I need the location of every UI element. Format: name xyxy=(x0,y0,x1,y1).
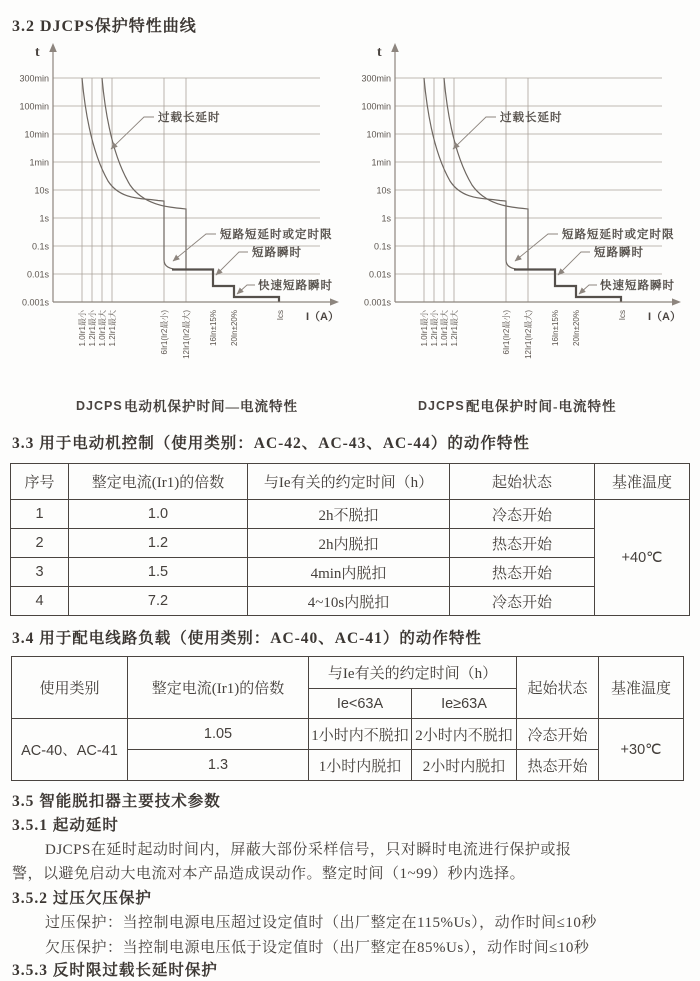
table-cell: 1 xyxy=(11,500,69,529)
section-heading-3-5-3: 3.5.3 反时限过载长延时保护 xyxy=(12,962,218,979)
overvoltage-line: 过压保护：当控制电源电压超过设定值时（出厂整定在115%Us），动作时间≤10秒 xyxy=(45,915,597,931)
chart-caption xyxy=(418,398,617,414)
paragraph-line: DJCPS在延时起动时间内，屏蔽大部份采样信号，只对瞬时电流进行保护或报 xyxy=(45,842,572,858)
svg-text:短路短延时或定时限: 短路短延时或定时限 xyxy=(562,229,675,241)
table-cell: 2h内脱扣 xyxy=(248,529,450,558)
table-cell: 热态开始 xyxy=(450,558,595,587)
leader-short-delay xyxy=(173,234,216,261)
caption-brand: DJCPS xyxy=(76,399,123,413)
chart-distribution-protection xyxy=(350,38,692,423)
usage-category-cell: AC-40、AC-41 xyxy=(12,719,128,781)
header-cell: 序号 xyxy=(11,464,69,500)
svg-text:300min: 300min xyxy=(19,73,49,84)
table-header-row xyxy=(11,464,690,500)
section-heading-3-5-1: 3.5.1 起动延时 xyxy=(12,817,119,834)
svg-text:快速短路瞬时: 快速短路瞬时 xyxy=(600,280,675,292)
svg-text:1.2Ir1最小: 1.2Ir1最小 xyxy=(430,310,439,347)
undervoltage-line: 欠压保护：当控制电源电压低于设定值时（出厂整定在85%Us），动作时间≤10秒 xyxy=(45,940,590,956)
svg-text:1.2Ir1最大: 1.2Ir1最大 xyxy=(108,310,117,347)
table-row xyxy=(11,587,690,616)
leader-instantaneous xyxy=(558,252,590,275)
table-cell: 1.5 xyxy=(69,558,248,587)
leader-instantaneous xyxy=(216,252,248,275)
table-cell: 2 xyxy=(11,529,69,558)
svg-text:6Ir1(Ir2最小): 6Ir1(Ir2最小) xyxy=(502,310,511,355)
header-cell: Ie<63A xyxy=(309,689,412,719)
svg-text:短路瞬时: 短路瞬时 xyxy=(252,247,302,259)
svg-text:100min: 100min xyxy=(19,101,49,112)
svg-text:0.1s: 0.1s xyxy=(373,241,391,252)
svg-text:1min: 1min xyxy=(29,157,49,168)
section-heading-3-5-2: 3.5.2 过压欠压保护 xyxy=(12,890,152,907)
table-cell: 2小时内不脱扣 xyxy=(412,719,517,750)
header-cell: 起始状态 xyxy=(450,464,595,500)
svg-text:1.0Ir1最大: 1.0Ir1最大 xyxy=(440,310,449,347)
svg-text:短路瞬时: 短路瞬时 xyxy=(594,247,644,259)
y-tick-labels xyxy=(19,74,49,308)
table-cell: 热态开始 xyxy=(517,750,599,781)
x-tick-labels xyxy=(77,309,285,359)
leader-fast-instantaneous xyxy=(237,285,255,294)
ics-label: Ics xyxy=(276,310,285,321)
y-axis-arrow-icon xyxy=(391,43,399,52)
x-tick-labels xyxy=(419,309,627,359)
svg-text:12Ir1(Ir2最大): 12Ir1(Ir2最大) xyxy=(524,310,533,359)
table-row xyxy=(12,719,684,750)
overload-curve-lower xyxy=(82,78,186,270)
distribution-action-table xyxy=(11,656,684,781)
header-cell: 整定电流(Ir1)的倍数 xyxy=(69,464,248,500)
table-cell: 1.2 xyxy=(69,529,248,558)
leader-short-delay xyxy=(515,234,558,261)
svg-text:16In±15%: 16In±15% xyxy=(209,310,218,346)
table-row xyxy=(11,558,690,587)
caption-title: 配电保护时间-电流特性 xyxy=(466,399,617,414)
svg-text:0.1s: 0.1s xyxy=(31,241,49,252)
svg-text:10s: 10s xyxy=(376,185,391,196)
table-cell: 1.05 xyxy=(128,719,309,750)
header-cell: 整定电流(Ir1)的倍数 xyxy=(128,657,309,719)
svg-text:短路短延时或定时限: 短路短延时或定时限 xyxy=(220,229,333,241)
y-axis-title: t xyxy=(35,45,40,60)
table-cell: 1小时内脱扣 xyxy=(309,750,412,781)
table-cell: 1.0 xyxy=(69,500,248,529)
chart-caption xyxy=(76,398,298,414)
table-cell: 2h不脱扣 xyxy=(248,500,450,529)
x-axis-title: I（A） xyxy=(306,311,339,323)
table-cell: 1.3 xyxy=(128,750,309,781)
header-cell: 基准温度 xyxy=(599,657,684,719)
svg-text:过载长延时: 过载长延时 xyxy=(158,112,221,124)
svg-text:1min: 1min xyxy=(371,157,391,168)
svg-text:10min: 10min xyxy=(366,129,391,140)
table-cell: 3 xyxy=(11,558,69,587)
header-cell: 与Ie有关的约定时间（h） xyxy=(309,657,517,689)
table-cell: 4~10s内脱扣 xyxy=(248,587,450,616)
header-cell: 起始状态 xyxy=(517,657,599,719)
overload-curve-upper xyxy=(102,78,186,270)
svg-text:6Ir1(Ir2最小): 6Ir1(Ir2最小) xyxy=(160,310,169,355)
table-cell: 热态开始 xyxy=(450,529,595,558)
svg-text:12Ir1(Ir2最大): 12Ir1(Ir2最大) xyxy=(182,310,191,359)
table-cell: 1小时内不脱扣 xyxy=(309,719,412,750)
svg-text:0.001s: 0.001s xyxy=(363,297,391,308)
annotations xyxy=(453,110,675,294)
svg-text:20In±20%: 20In±20% xyxy=(230,310,239,346)
paragraph-line: 警，以避免启动大电流对本产品造成误动作。整定时间（1~99）秒内选择。 xyxy=(12,866,526,882)
table-row xyxy=(11,500,690,529)
x-axis-arrow-icon xyxy=(330,298,339,305)
overload-curve-upper xyxy=(444,78,528,270)
svg-text:1.0Ir1最小: 1.0Ir1最小 xyxy=(78,310,87,347)
annotations xyxy=(111,110,333,294)
svg-text:快速短路瞬时: 快速短路瞬时 xyxy=(258,280,333,292)
table-cell: 2小时内脱扣 xyxy=(412,750,517,781)
table-cell: 冷态开始 xyxy=(450,500,595,529)
x-axis-arrow-icon xyxy=(672,298,681,305)
svg-text:1s: 1s xyxy=(39,213,49,224)
svg-text:1.2Ir1最小: 1.2Ir1最小 xyxy=(88,310,97,347)
leader-overload xyxy=(111,117,154,149)
leader-fast-instantaneous xyxy=(579,285,597,294)
section-heading-3-4: 3.4 用于配电线路负载（使用类别：AC-40、AC-41）的动作特性 xyxy=(12,630,482,647)
svg-text:0.001s: 0.001s xyxy=(21,297,49,308)
section-heading-3-3: 3.3 用于电动机控制（使用类别：AC-42、AC-43、AC-44）的动作特性 xyxy=(12,435,530,452)
svg-text:100min: 100min xyxy=(361,101,391,112)
chart2-slot xyxy=(350,38,692,423)
svg-text:20In±20%: 20In±20% xyxy=(572,310,581,346)
svg-text:1.2Ir1最大: 1.2Ir1最大 xyxy=(450,310,459,347)
overload-curve-lower xyxy=(424,78,528,270)
header-cell: 基准温度 xyxy=(595,464,690,500)
y-axis-arrow-icon xyxy=(49,43,57,52)
table-cell: 4min内脱扣 xyxy=(248,558,450,587)
caption-title: 电动机保护时间—电流特性 xyxy=(124,399,298,414)
ics-label: Ics xyxy=(618,310,627,321)
svg-text:过载长延时: 过载长延时 xyxy=(500,112,563,124)
header-cell: 使用类别 xyxy=(12,657,128,719)
table-cell: 冷态开始 xyxy=(517,719,599,750)
y-tick-labels xyxy=(361,74,391,308)
chart-motor-protection xyxy=(8,38,350,423)
section-heading-3-2: 3.2 DJCPS保护特性曲线 xyxy=(12,18,197,35)
caption-brand: DJCPS xyxy=(418,399,465,413)
reference-temperature-cell: +40℃ xyxy=(595,500,690,616)
leader-overload xyxy=(453,117,496,149)
svg-text:300min: 300min xyxy=(361,73,391,84)
reference-temperature-cell: +30℃ xyxy=(599,719,684,781)
motor-action-table xyxy=(10,463,690,616)
section-heading-3-5: 3.5 智能脱扣器主要技术参数 xyxy=(12,793,221,810)
y-axis-title: t xyxy=(377,45,382,60)
table-cell: 7.2 xyxy=(69,587,248,616)
header-cell: Ie≥63A xyxy=(412,689,517,719)
svg-text:1.0Ir1最大: 1.0Ir1最大 xyxy=(98,310,107,347)
svg-text:10min: 10min xyxy=(24,129,49,140)
table-row xyxy=(11,529,690,558)
svg-text:1s: 1s xyxy=(381,213,391,224)
svg-text:0.01s: 0.01s xyxy=(26,269,49,280)
chart1-slot xyxy=(8,38,350,423)
svg-text:16In±15%: 16In±15% xyxy=(551,310,560,346)
header-cell: 与Ie有关的约定时间（h） xyxy=(248,464,450,500)
table-cell: 4 xyxy=(11,587,69,616)
x-axis-title: I（A） xyxy=(648,311,681,323)
table-header-row xyxy=(12,657,684,689)
svg-text:0.01s: 0.01s xyxy=(368,269,391,280)
table-cell: 冷态开始 xyxy=(450,587,595,616)
svg-text:10s: 10s xyxy=(34,185,49,196)
svg-text:1.0Ir1最小: 1.0Ir1最小 xyxy=(420,310,429,347)
